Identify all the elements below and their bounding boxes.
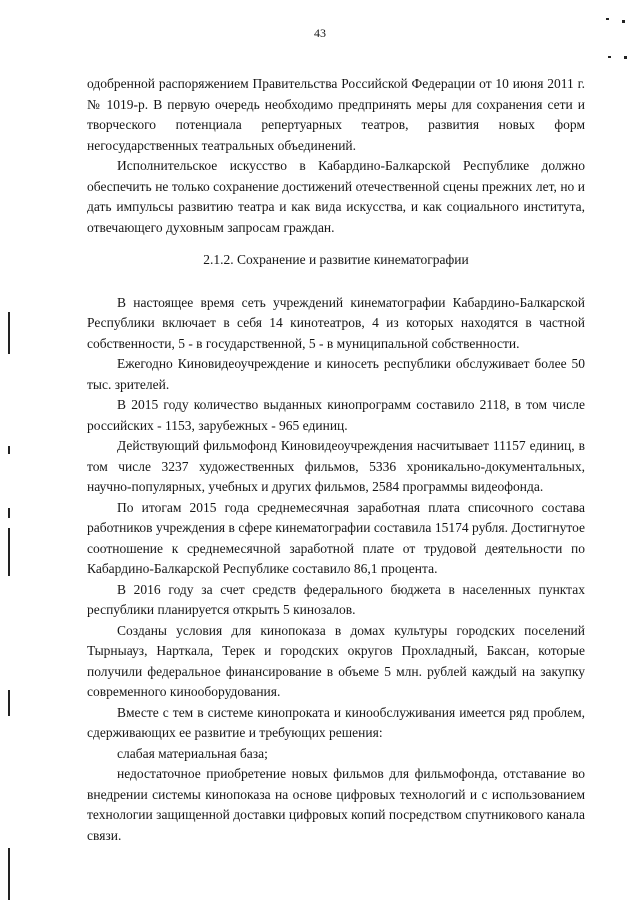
scan-mark-left-2 xyxy=(8,446,10,454)
scan-mark-left-1 xyxy=(8,312,10,354)
scan-mark-top-right-1 xyxy=(606,18,609,20)
scan-mark-top-right-2 xyxy=(622,20,625,23)
paragraph-equipment: Созданы условия для кинопоказа в домах культуры городских поселений Тырныауз, Нарткала, Терек и городских округов Прохладный, Баксан, которые получили федеральное финансирование в объеме 5 млн. рублей каждый на закупку современного кинооборудования. xyxy=(87,622,585,699)
scan-mark-left-6 xyxy=(8,848,10,900)
scan-mark-top-right-4 xyxy=(624,56,627,59)
page-number: 43 xyxy=(314,26,326,40)
paragraph-network: В настоящее время сеть учреждений кинематографии Кабардино-Балкарской Республики включает в себя 14 кинотеатров, 4 из которых находятся в частной собственности, 5 - в государственной, 5 - в муниципальной собственности. xyxy=(87,294,585,351)
paragraph-top-1: одобренной распоряжением Правительства Российской Федерации от 10 июня 2011 г. № 1019-р. В первую очередь необходимо предпринять меры для сохранения сети и творческого потенциала репертуарных театров, развития новых форм негосударственных театральных объединений. xyxy=(87,76,585,153)
scan-mark-top-right-3 xyxy=(608,56,611,58)
paragraph-programs: В 2015 году количество выданных кинопрограмм составило 2118, в том числе российских - 1153, зарубежных - 965 единиц. xyxy=(87,397,585,433)
section-heading: 2.1.2. Сохранение и развитие кинематографии xyxy=(203,252,469,267)
paragraph-salary: По итогам 2015 года среднемесячная заработная плата списочного состава работников учреждения в сфере кинематографии составила 15174 рубля. Достигнутое соотношение к среднемесячной заработной плате от трудовой деятельности по Кабардино-Балкарской Республике составило 86,1 процента. xyxy=(87,499,585,576)
paragraph-problem-1: слабая материальная база; xyxy=(117,745,268,761)
scan-mark-left-4 xyxy=(8,528,10,576)
paragraph-problems: Вместе с тем в системе кинопроката и кинообслуживания имеется ряд проблем, сдерживающих ее развитие и требующих решения: xyxy=(87,704,585,740)
paragraph-audience: Ежегодно Киновидеоучреждение и киносеть республики обслуживает более 50 тыс. зрителей. xyxy=(87,356,585,392)
scan-mark-left-5 xyxy=(8,690,10,716)
top-text-block xyxy=(87,74,585,846)
paragraph-top-2: Исполнительское искусство в Кабардино-Балкарской Республике должно обеспечить не только сохранение достижений отечественной сцены прежних лет, но и дать импульсы развитию театра и как вида искусства, и как социального института, отвечающего духовным запросам граждан. xyxy=(87,158,585,235)
paragraph-new-halls: В 2016 году за счет средств федерального бюджета в населенных пунктах республики планируется открыть 5 кинозалов. xyxy=(87,581,585,617)
scan-mark-left-3 xyxy=(8,508,10,518)
paragraph-problem-2: недостаточное приобретение новых фильмов для фильмофонда, отставание во внедрении системы кинопоказа на основе цифровых технологий и с использованием технологии защищенной доставки цифровых копий посредством спутникового канала связи. xyxy=(87,766,585,843)
paragraph-film-fund: Действующий фильмофонд Киновидеоучреждения насчитывает 11157 единиц, в том числе 3237 художественных фильмов, 5336 хроникально-документальных, научно-популярных, учебных и других фильмов, 2584 программы видеофонда. xyxy=(87,438,585,494)
